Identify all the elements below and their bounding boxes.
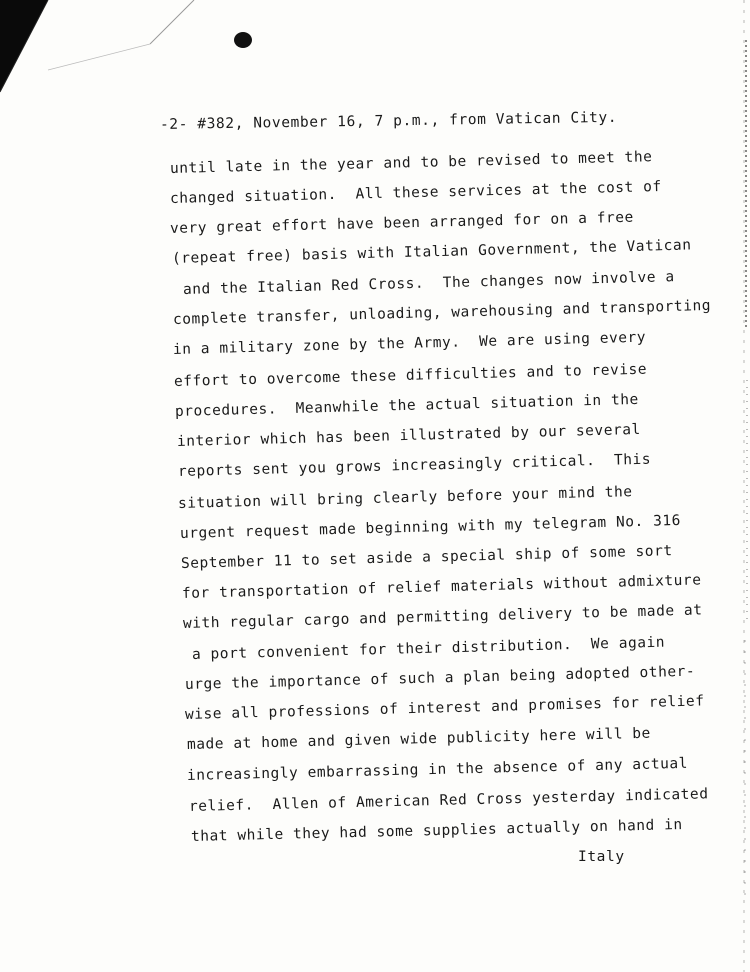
body-line: with regular cargo and permitting delivery to be made at (182, 602, 703, 632)
body-line: and the Italian Red Cross. The changes now involve a (182, 269, 675, 298)
body-line: a port convenient for their distribution. We again (191, 634, 666, 663)
catchword: Italy (578, 849, 625, 865)
body-line: reports sent you grows increasingly critical. This (177, 451, 652, 480)
body-line: relief. Allen of American Red Cross yesterday indicated (188, 786, 709, 815)
body-line: urgent request made beginning with my telegram No. 316 (179, 512, 682, 542)
body-line: until late in the year and to be revised to meet the (169, 149, 653, 177)
body-line: effort to overcome these difficulties and to revise (173, 361, 648, 390)
body-line: procedures. Meanwhile the actual situation in the (174, 391, 640, 420)
scan-edge-noise (722, 0, 750, 972)
body-line: changed situation. All these services at the cost of (169, 178, 662, 207)
body-line: in a military zone by the Army. We are using every (172, 329, 647, 358)
body-line: for transportation of relief materials without admixture (181, 572, 702, 602)
body-line: urge the importance of such a plan being adopted other- (184, 663, 696, 693)
body-line: that while they had some supplies actually on hand in (190, 816, 683, 845)
body-line: interior which has been illustrated by our several (176, 421, 642, 450)
body-line: wise all professions of interest and promises for relief (184, 693, 705, 723)
body-line: September 11 to set aside a special ship of some sort (180, 543, 673, 572)
body-line: complete transfer, unloading, warehousing and transporting (172, 297, 712, 328)
body-line: increasingly embarrassing in the absence of any actual (186, 755, 689, 784)
body-line: situation will bring clearly before your mind the (177, 484, 633, 512)
body-line: very great effort have been arranged for on a free (169, 209, 635, 237)
body-line: (repeat free) basis with Italian Government, the Vatican (171, 237, 692, 267)
body-line: made at home and given wide publicity here will be (186, 725, 652, 753)
punch-hole-mark (234, 32, 252, 48)
page-header: -2- #382, November 16, 7 p.m., from Vatican City. (159, 109, 618, 133)
